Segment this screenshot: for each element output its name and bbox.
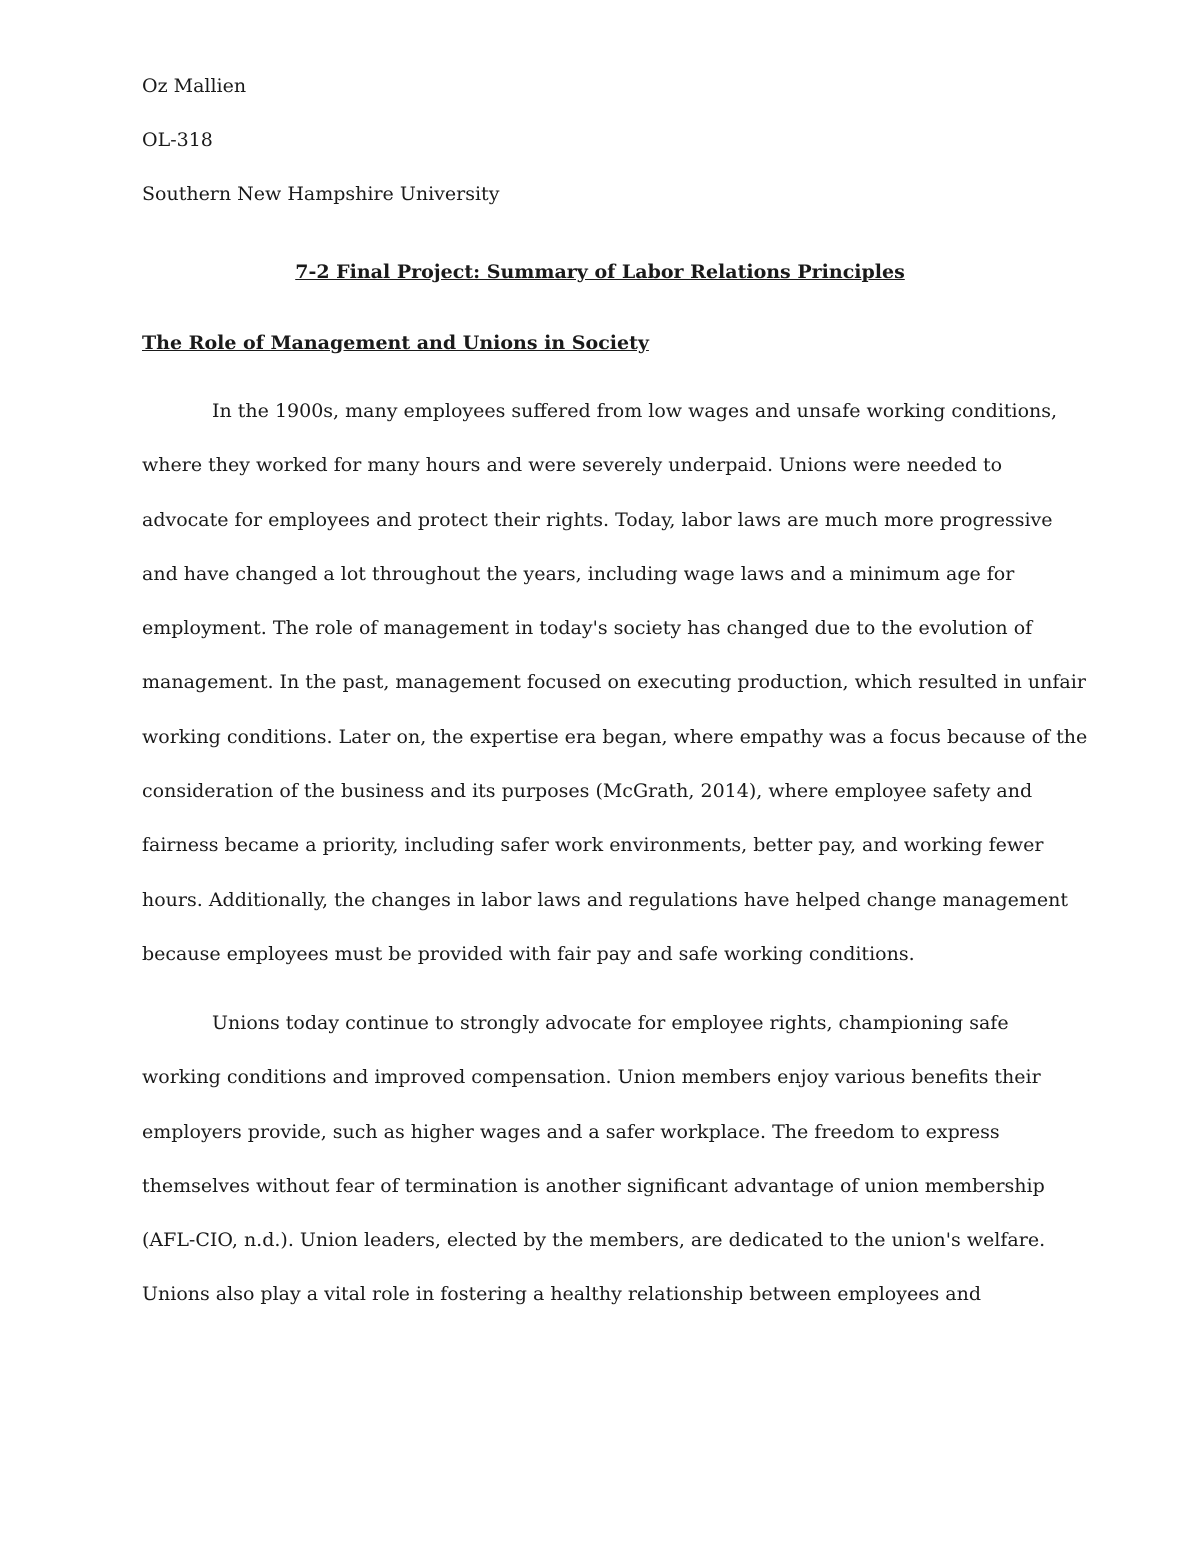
paragraph-line: working conditions and improved compensation. Union members enjoy various benefits their [142, 1066, 1041, 1089]
paragraph-line: (AFL-CIO, n.d.). Union leaders, elected by the members, are dedicated to the union's welfare. [142, 1229, 1046, 1252]
paragraph-line: advocate for employees and protect their rights. Today, labor laws are much more progressive [142, 508, 1053, 531]
school-name: Southern New Hampshire University [142, 183, 500, 205]
paragraph-1 [142, 399, 1088, 996]
paragraph-line: In the 1900s, many employees suffered from low wages and unsafe working conditions, [212, 400, 1058, 422]
paragraph-line: hours. Additionally, the changes in labor laws and regulations have helped change management [142, 888, 1068, 911]
paragraph-line: fairness became a priority, including safer work environments, better pay, and working fewer [142, 834, 1044, 857]
paragraph-line: employment. The role of management in today's society has changed due to the evolution of [142, 617, 1033, 640]
document-title: 7-2 Final Project: Summary of Labor Relations Principles [295, 261, 905, 283]
paragraph-line: and have changed a lot throughout the years, including wage laws and a minimum age for [142, 562, 1015, 585]
paragraph-line: because employees must be provided with fair pay and safe working conditions. [142, 942, 915, 965]
paragraph-line: Unions also play a vital role in fostering a healthy relationship between employees and [142, 1283, 981, 1306]
paragraph-line: employers provide, such as higher wages and a safer workplace. The freedom to express [142, 1120, 1000, 1143]
paragraph-line: where they worked for many hours and were severely underpaid. Unions were needed to [142, 454, 1003, 477]
paragraph-line: working conditions. Later on, the expertise era began, where empathy was a focus because of the [142, 725, 1088, 748]
paragraph-line: management. In the past, management focused on executing production, which resulted in unfair [142, 671, 1086, 694]
section-heading: The Role of Management and Unions in Society [142, 332, 649, 354]
paragraph-line: themselves without fear of termination is another significant advantage of union membership [142, 1174, 1045, 1197]
paragraph-line: consideration of the business and its purposes (McGrath, 2014), where employee safety and [142, 780, 1033, 803]
course-code: OL-318 [142, 129, 213, 151]
paragraph-line: Unions today continue to strongly advocate for employee rights, championing safe [212, 1012, 1009, 1034]
author-name: Oz Mallien [142, 75, 247, 97]
paragraph-2 [142, 1011, 1062, 1337]
